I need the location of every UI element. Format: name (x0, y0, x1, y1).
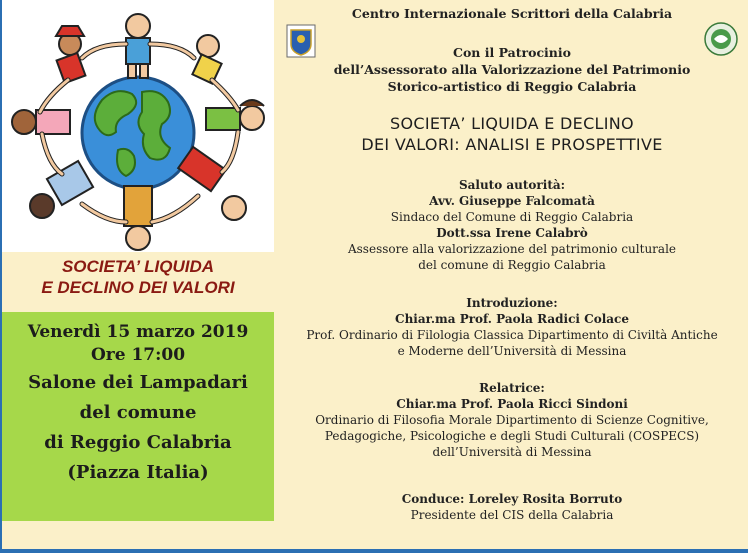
left-title-line: SOCIETA’ LIQUIDA (61, 257, 215, 276)
introduction-section (276, 295, 748, 359)
right-column (276, 0, 748, 549)
section-heading: Conduce: Loreley Rosita Borruto (401, 492, 623, 506)
patronage-line: dell’Assessorato alla Valorizzazione del Patrimonio (333, 62, 691, 77)
moderator-section (276, 491, 748, 523)
children-around-globe-illustration (2, 0, 274, 252)
organization-name: Centro Internazionale Scrittori della Calabria (351, 6, 673, 21)
speaker-role: e Moderne dell’Università di Messina (397, 344, 627, 358)
speaker-name: Dott.ssa Irene Calabrò (436, 226, 588, 240)
globe-illustration-svg (2, 0, 274, 252)
section-heading: Introduzione: (466, 296, 558, 310)
speaker-role: Prof. Ordinario di Filologia Classica Dipartimento di Civiltà Antiche (306, 328, 718, 342)
left-column (2, 0, 274, 549)
venue-line: del comune (79, 402, 197, 423)
event-venue (2, 368, 274, 488)
speaker-name: Chiar.ma Prof. Paola Radici Colace (395, 312, 629, 326)
speaker-role: dell’Università di Messina (432, 445, 592, 459)
speaker-section (276, 380, 748, 460)
patronage-block (276, 44, 748, 95)
speaker-name: Avv. Giuseppe Falcomatà (429, 194, 595, 208)
speaker-name: Chiar.ma Prof. Paola Ricci Sindoni (396, 397, 628, 411)
speaker-role: Assessore alla valorizzazione del patrimonio culturale (347, 242, 677, 256)
venue-line: Salone dei Lampadari (28, 372, 248, 393)
venue-line: (Piazza Italia) (67, 462, 209, 483)
speaker-role: Pedagogiche, Psicologiche e degli Studi Culturali (COSPECS) (324, 429, 700, 443)
greetings-section (276, 177, 748, 273)
speaker-role: Presidente del CIS della Calabria (410, 508, 614, 522)
event-time: Ore 17:00 (90, 345, 186, 365)
left-title (2, 256, 274, 298)
speaker-role: Sindaco del Comune di Reggio Calabria (390, 210, 634, 224)
section-heading: Saluto autorità: (458, 178, 566, 192)
speaker-role: Ordinario di Filosofia Morale Dipartimento di Scienze Cognitive, (315, 413, 709, 427)
event-title (276, 113, 748, 155)
event-title-line: DEI VALORI: ANALISI E PROSPETTIVE (361, 135, 663, 154)
speaker-role: del comune di Reggio Calabria (418, 258, 606, 272)
event-date: Venerdì 15 marzo 2019 (27, 322, 249, 342)
section-heading: Relatrice: (479, 381, 545, 395)
event-details-box (2, 312, 274, 521)
venue-line: di Reggio Calabria (44, 432, 232, 453)
patronage-line: Storico-artistico di Reggio Calabria (387, 79, 637, 94)
patronage-line: Con il Patrocinio (453, 45, 571, 60)
left-title-line: E DECLINO DEI VALORI (41, 278, 235, 297)
event-title-line: SOCIETA’ LIQUIDA E DECLINO (390, 114, 634, 133)
